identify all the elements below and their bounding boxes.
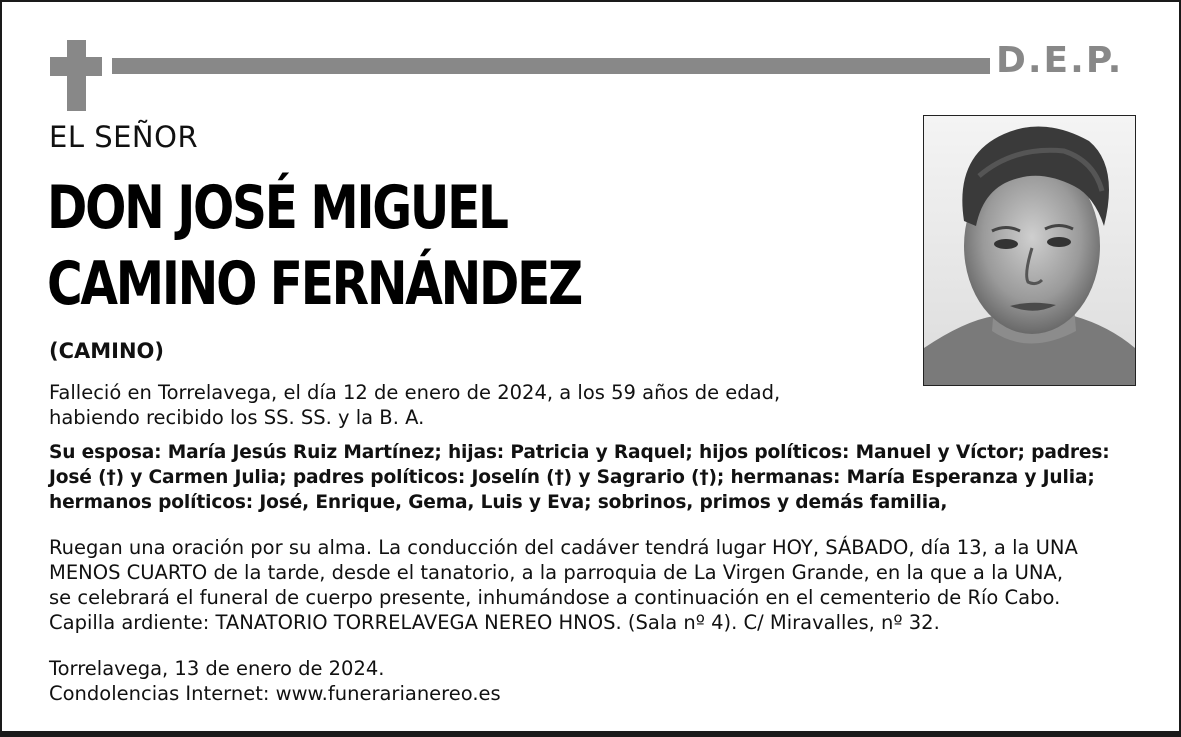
closing-date: Torrelavega, 13 de enero de 2024. xyxy=(49,657,385,680)
service-details xyxy=(49,535,1078,635)
family-line: Su esposa: María Jesús Ruiz Martínez; hijas: Patricia y Raquel; hijos políticos: Manuel y Víctor; padres: xyxy=(49,442,1110,463)
honorific: EL SEÑOR xyxy=(49,120,199,154)
family-list xyxy=(49,440,1110,515)
portrait-photo xyxy=(923,115,1136,386)
family-line: hermanos políticos: José, Enrique, Gema, Luis y Eva; sobrinos, primos y demás familia, xyxy=(49,492,948,513)
name-line-1: DON JOSÉ MIGUEL xyxy=(47,173,507,243)
family-line: José (†) y Carmen Julia; padres políticos: Joselín (†) y Sagrario (†); hermanas: María Esperanza y Julia; xyxy=(49,467,1095,488)
service-line: MENOS CUARTO de la tarde, desde el tanatorio, a la parroquia de La Virgen Grande, en la que a la UNA, xyxy=(49,561,1064,584)
nickname: (CAMINO) xyxy=(49,339,164,363)
closing xyxy=(49,656,501,706)
service-line: Ruegan una oración por su alma. La conducción del cadáver tendrá lugar HOY, SÁBADO, día 13, a la UNA xyxy=(49,536,1078,559)
service-line: se celebrará el funeral de cuerpo presente, inhumándose a continuación en el cementerio de Río Cabo. xyxy=(49,586,1061,609)
death-notice-line: Falleció en Torrelavega, el día 12 de enero de 2024, a los 59 años de edad, xyxy=(49,381,781,404)
header-rule xyxy=(112,58,990,74)
dep-label: D.E.P. xyxy=(996,40,1124,81)
death-notice-line: habiendo recibido los SS. SS. y la B. A. xyxy=(49,406,425,429)
condolences-link: Condolencias Internet: www.funerarianereo.es xyxy=(49,682,501,705)
name-line-2: CAMINO FERNÁNDEZ xyxy=(47,249,582,319)
deceased-name xyxy=(47,170,581,322)
service-line: Capilla ardiente: TANATORIO TORRELAVEGA NEREO HNOS. (Sala nº 4). C/ Miravalles, nº 32. xyxy=(49,611,940,634)
death-notice xyxy=(49,380,780,430)
